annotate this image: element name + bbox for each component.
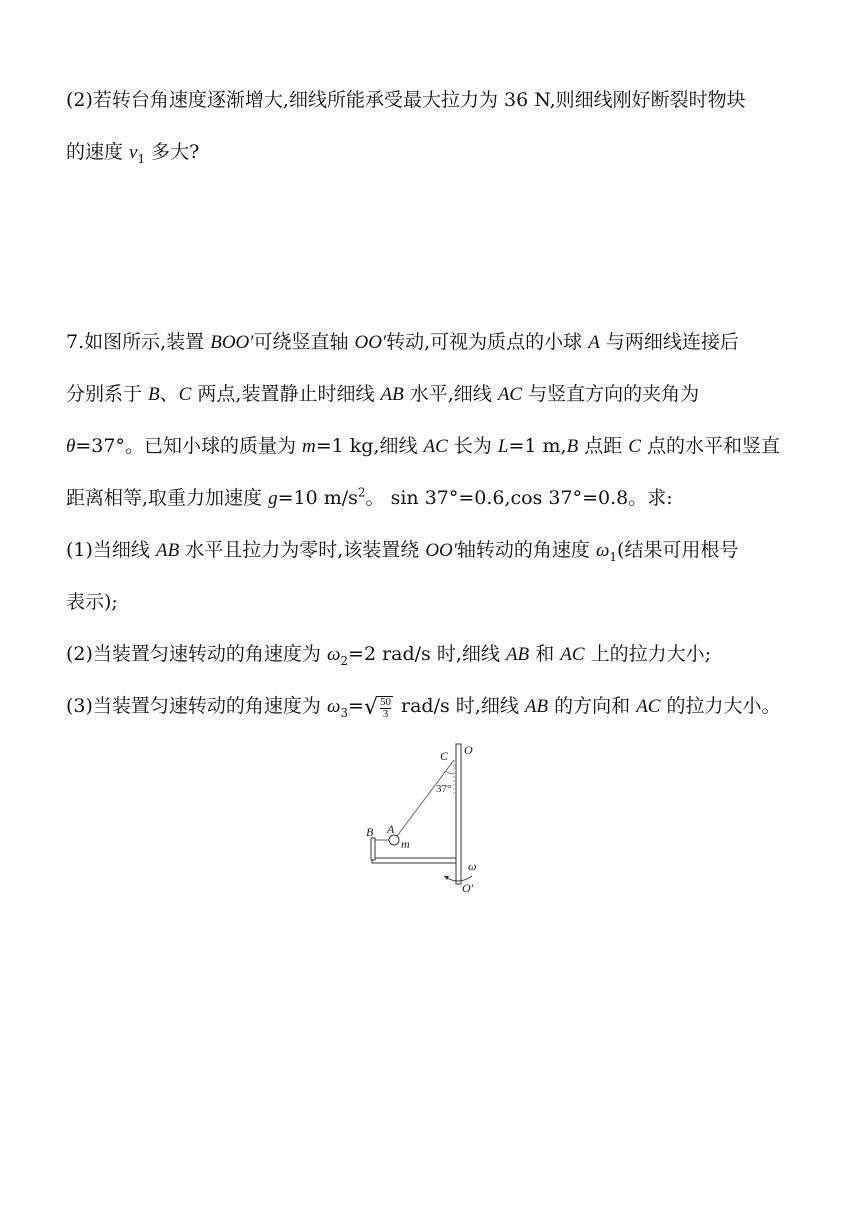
text-segment: 与竖直方向的夹角为 xyxy=(522,383,700,405)
var-omega: ω xyxy=(326,696,341,717)
text-line-6 xyxy=(66,486,673,511)
label-m: m xyxy=(401,837,410,851)
var-BOO: BOO′ xyxy=(210,332,254,353)
var-omega: ω xyxy=(326,644,341,665)
var-B: B xyxy=(566,436,579,457)
angle-arc xyxy=(446,771,454,774)
text-segment: = xyxy=(348,695,364,717)
var-omega: ω xyxy=(595,540,610,561)
text-segment: (2)当装置匀速转动的角速度为 xyxy=(66,643,327,665)
text-segment: 两点,装置静止时细线 xyxy=(191,383,381,405)
text-line-9 xyxy=(66,642,711,667)
text-segment: =2 rad/s 时,细线 xyxy=(348,643,506,665)
rotation-arrow-head xyxy=(444,876,449,880)
var-v: v xyxy=(129,142,138,163)
problem-6-part-2-text: (2)若转台角速度逐渐增大,细线所能承受最大拉力为 36 N,则细线刚好断裂时物块 xyxy=(66,89,746,111)
sqrt-expression xyxy=(364,695,393,720)
text-segment: 的速度 xyxy=(66,141,130,163)
text-segment: 水平且拉力为零时,该装置绕 xyxy=(179,539,426,561)
text-line-8 xyxy=(66,590,118,614)
text-segment: 、 xyxy=(159,383,179,405)
var-AC: AC xyxy=(423,436,448,457)
text-segment: 可绕竖直轴 xyxy=(253,331,355,353)
numerator: 50 xyxy=(379,695,391,708)
horizontal-arm xyxy=(372,858,456,863)
text-line-7 xyxy=(66,538,738,563)
text-segment: =1 kg,细线 xyxy=(315,435,424,457)
text-line-1 xyxy=(66,88,746,112)
text-segment: =37°。已知小球的质量为 xyxy=(75,435,302,457)
label-O-prime: O′ xyxy=(462,881,474,895)
text-segment: 水平,细线 xyxy=(403,383,498,405)
var-A: A xyxy=(588,332,600,353)
string-AC xyxy=(394,760,454,840)
var-AB: AB xyxy=(505,644,530,665)
text-segment: 表示); xyxy=(66,591,118,613)
text-segment: rad/s 时,细线 xyxy=(394,695,525,717)
label-omega: ω xyxy=(468,859,477,873)
text-segment: 的方向和 xyxy=(548,695,637,717)
text-segment: (1)当细线 xyxy=(66,539,156,561)
var-g: g xyxy=(268,488,278,509)
label-angle: 37° xyxy=(436,783,452,795)
text-segment: 点的水平和竖直 xyxy=(640,435,781,457)
text-segment: =10 m/s xyxy=(277,487,358,509)
text-segment: 与两细线连接后 xyxy=(599,331,739,353)
var-C: C xyxy=(628,436,641,457)
var-AC: AC xyxy=(636,696,661,717)
radical-sign: √ xyxy=(363,694,378,720)
text-segment: 长为 xyxy=(447,435,498,457)
text-segment: 和 xyxy=(529,643,561,665)
text-segment: 点距 xyxy=(578,435,629,457)
text-line-3 xyxy=(66,330,739,355)
label-O: O xyxy=(464,743,473,757)
denominator: 3 xyxy=(382,707,389,720)
text-line-10 xyxy=(66,694,781,720)
var-B: B xyxy=(148,384,160,405)
text-segment: 的拉力大小。 xyxy=(660,695,781,717)
subscript: 1 xyxy=(137,151,146,166)
text-segment: 轴转动的角速度 xyxy=(456,539,596,561)
var-C: C xyxy=(178,384,192,405)
text-segment: 分别系于 xyxy=(66,383,149,405)
var-OO: OO′ xyxy=(354,332,387,353)
text-segment: 7.如图所示,装置 xyxy=(66,331,211,353)
text-segment: (结果可用根号 xyxy=(617,539,739,561)
superscript: 2 xyxy=(357,485,366,500)
subscript: 2 xyxy=(340,653,349,668)
text-line-5 xyxy=(66,434,780,459)
text-segment: 多大? xyxy=(145,141,200,163)
text-line-2 xyxy=(66,140,199,165)
text-segment: =1 m, xyxy=(508,435,567,457)
var-AB: AB xyxy=(380,384,404,405)
var-OO: OO′ xyxy=(425,540,457,561)
fraction xyxy=(378,696,393,720)
label-B: B xyxy=(366,825,374,839)
text-segment: 上的拉力大小; xyxy=(584,643,711,665)
subscript: 1 xyxy=(609,549,618,564)
post-B xyxy=(371,838,375,860)
var-AC: AC xyxy=(560,644,585,665)
apparatus-diagram xyxy=(360,740,500,900)
text-segment: (3)当装置匀速转动的角速度为 xyxy=(66,695,327,717)
ball-A xyxy=(389,835,399,845)
var-AC: AC xyxy=(497,384,523,405)
var-AB: AB xyxy=(524,696,549,717)
text-segment: 。 sin 37°=0.6,cos 37°=0.8。求: xyxy=(365,487,673,509)
var-AB: AB xyxy=(155,540,180,561)
text-line-4 xyxy=(66,382,699,407)
text-segment: 距离相等,取重力加速度 xyxy=(66,487,269,509)
label-C: C xyxy=(440,749,449,763)
var-L: L xyxy=(497,436,509,457)
var-theta: θ xyxy=(66,436,76,457)
var-m: m xyxy=(301,436,316,457)
label-A: A xyxy=(387,822,395,836)
subscript: 3 xyxy=(340,705,349,720)
text-segment: 转动,可视为质点的小球 xyxy=(386,331,589,353)
vertical-shaft xyxy=(456,744,461,884)
